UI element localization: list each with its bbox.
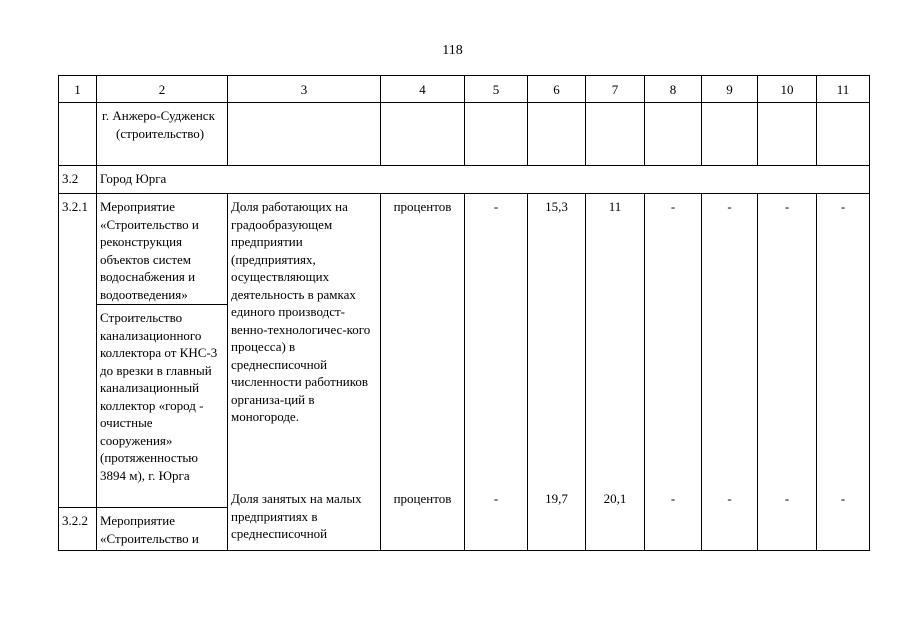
unit-1: процентов <box>393 199 452 214</box>
col-header-5: 5 <box>465 76 528 103</box>
table-row <box>59 194 870 305</box>
section-number: 3.2 <box>59 166 97 194</box>
value-col7: 11 20,1 <box>586 194 645 551</box>
event-name: Мероприятие «Строительство и <box>97 508 228 551</box>
section-title: Город Юрга <box>97 166 870 194</box>
row-number: 3.2.1 <box>59 194 97 508</box>
col-header-10: 10 <box>758 76 817 103</box>
col-header-1: 1 <box>59 76 97 103</box>
value-col11: - - <box>817 194 870 551</box>
col-header-3: 3 <box>228 76 381 103</box>
col-header-11: 11 <box>817 76 870 103</box>
table-row <box>59 103 870 166</box>
unit-2: процентов <box>393 491 452 506</box>
value-col8: - - <box>645 194 702 551</box>
col-header-8: 8 <box>645 76 702 103</box>
indicators-table <box>58 75 870 551</box>
value-col10: - - <box>758 194 817 551</box>
unit-cell <box>381 194 465 551</box>
value-col6: 15,3 19,7 <box>528 194 586 551</box>
value-col9: - - <box>702 194 758 551</box>
col-header-6: 6 <box>528 76 586 103</box>
indicator-text-1: Доля работающих на градообразующем предприятии (предприятиях, осуществляющих деятельность в рамках единого производст-венно-технологичес-кого процесса) в среднесписочной численности работников организа-ций в моногороде. <box>231 199 371 424</box>
anzhero-label: г. Анжеро-Судженск (строительство) <box>102 108 215 141</box>
project-name: Строительство канализационного коллектора от КНС-3 до врезки в главный канализационный коллектор «город - очистные сооружения» (протяженностью 3894 м), г. Юрга <box>97 305 228 508</box>
header-row <box>59 76 870 103</box>
anzhero-cell <box>97 103 228 166</box>
value-col5: - - <box>465 194 528 551</box>
col-header-4: 4 <box>381 76 465 103</box>
indicator-cell <box>228 194 381 551</box>
row-number: 3.2.2 <box>59 508 97 551</box>
col-header-2: 2 <box>97 76 228 103</box>
page-number: 118 <box>442 43 463 58</box>
indicator-text-2: Доля занятых на малых предприятиях в среднесписочной <box>231 491 362 541</box>
col-header-9: 9 <box>702 76 758 103</box>
event-name: Мероприятие «Строительство и реконструкция объектов систем водоснабжения и водоотведения» <box>97 194 228 305</box>
section-row <box>59 166 870 194</box>
col-header-7: 7 <box>586 76 645 103</box>
